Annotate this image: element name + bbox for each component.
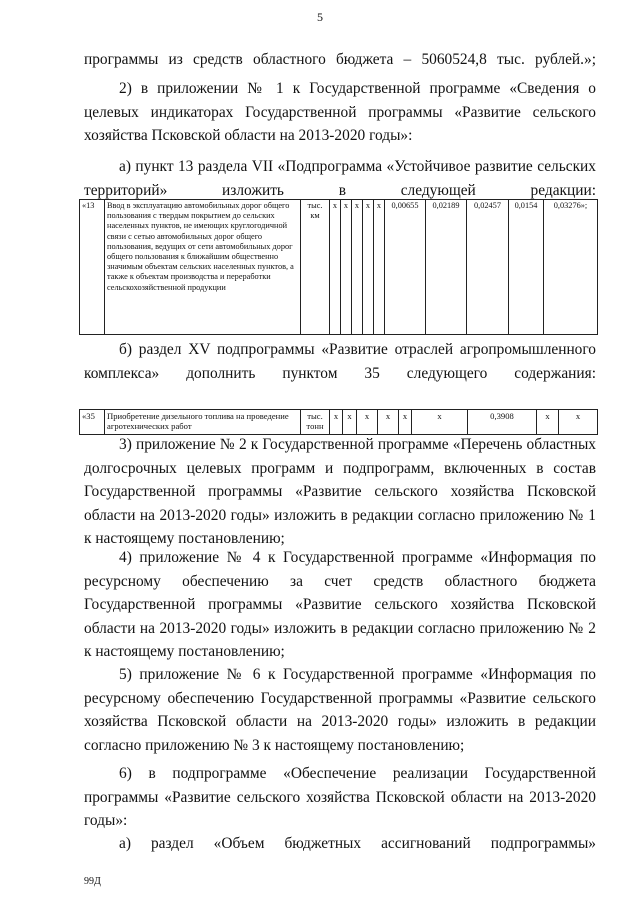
page-number: 5 bbox=[317, 10, 323, 24]
paragraph-item-2b: б) раздел XV подпрограммы «Развитие отраслей агропромышленного комплекса» дополнить пунктом 35 следующего содержания: bbox=[84, 341, 596, 382]
footer-code: 99Д bbox=[84, 876, 101, 887]
indicator-name-cell: Приобретение дизельного топлива на проведение агротехнических работ bbox=[105, 410, 301, 435]
empty-value-cell: х bbox=[412, 410, 468, 435]
paragraph-item-5: 5) приложение № 6 к Государственной программе «Информация по ресурсному обеспечению Государственной программы «Развитие сельского хозяйства Псковской области на 2013-2020 годы» изложить в редакции согласно приложению № 3 к настоящему постановлению; bbox=[84, 666, 596, 754]
empty-value-cell: х bbox=[378, 410, 399, 435]
empty-value-cell: х bbox=[352, 200, 363, 335]
paragraph-item-3: 3) приложение № 2 к Государственной программе «Перечень областных долгосрочных целевых программ и подпрограмм, включенных в состав Государственной программы «Развитие сельского хозяйства Псковской области на 2013-2020 годы» изложить в редакции согласно приложению № 1 к настоящему постановлению; bbox=[84, 436, 596, 548]
indicator-name-cell: Ввод в эксплуатацию автомобильных дорог общего пользования с твердым покрытием до сельских населенных пунктов, не имеющих круглогодичной связи с сетью автомобильных дорог общего пользования, ведущих от сети автомобильных дорог общего пользования к ближайшим общественно значимым объектам сельских населенных пунктов, а также к объектам производства и переработки сельскохозяйственной продукции bbox=[105, 200, 301, 335]
paragraph-item-6: 6) в подпрограмме «Обеспечение реализации Государственной программы «Развитие сельского хозяйства Псковской области на 2013-2020 годы»: bbox=[84, 765, 596, 830]
paragraph-continuation: программы из средств областного бюджета – 5060524,8 тыс. рублей.»; bbox=[84, 51, 596, 68]
unit-cell: тыс. км bbox=[301, 200, 330, 335]
empty-value-cell: х bbox=[559, 410, 598, 435]
value-cell: 0,02189 bbox=[426, 200, 467, 335]
empty-value-cell: х bbox=[537, 410, 559, 435]
paragraph-item-4: 4) приложение № 4 к Государственной программе «Информация по ресурсному обеспечению за счет средств областного бюджета Государственной программы «Развитие сельского хозяйства Псковской области на 2013-2020 годы» изложить в редакции согласно приложению № 2 к настоящему постановлению; bbox=[84, 549, 596, 661]
empty-value-cell: х bbox=[343, 410, 357, 435]
paragraph-item-6a: а) раздел «Объем бюджетных ассигнований подпрограммы» bbox=[119, 835, 596, 852]
indicator-table-item-35 bbox=[79, 409, 598, 435]
row-number-cell: «13 bbox=[80, 200, 105, 335]
value-cell: 0,0154 bbox=[509, 200, 544, 335]
empty-value-cell: х bbox=[330, 410, 343, 435]
empty-value-cell: х bbox=[399, 410, 412, 435]
paragraph-item-2a: а) пункт 13 раздела VII «Подпрограмма «Устойчивое развитие сельских территорий» изложить в следующей редакции: bbox=[84, 158, 596, 199]
empty-value-cell: х bbox=[357, 410, 378, 435]
empty-value-cell: х bbox=[341, 200, 352, 335]
unit-cell: тыс. тонн bbox=[301, 410, 330, 435]
indicator-table-item-13 bbox=[79, 199, 598, 335]
empty-value-cell: х bbox=[363, 200, 374, 335]
empty-value-cell: х bbox=[374, 200, 385, 335]
empty-value-cell: х bbox=[330, 200, 341, 335]
value-cell: 0,3908 bbox=[468, 410, 537, 435]
value-cell: 0,00655 bbox=[385, 200, 426, 335]
value-cell: 0,02457 bbox=[467, 200, 509, 335]
row-number-cell: «35 bbox=[80, 410, 105, 435]
paragraph-item-2: 2) в приложении № 1 к Государственной программе «Сведения о целевых индикаторах Государственной программы «Развитие сельского хозяйства Псковской области на 2013-2020 годы»: bbox=[84, 80, 596, 145]
value-cell: 0,03276»; bbox=[544, 200, 598, 335]
